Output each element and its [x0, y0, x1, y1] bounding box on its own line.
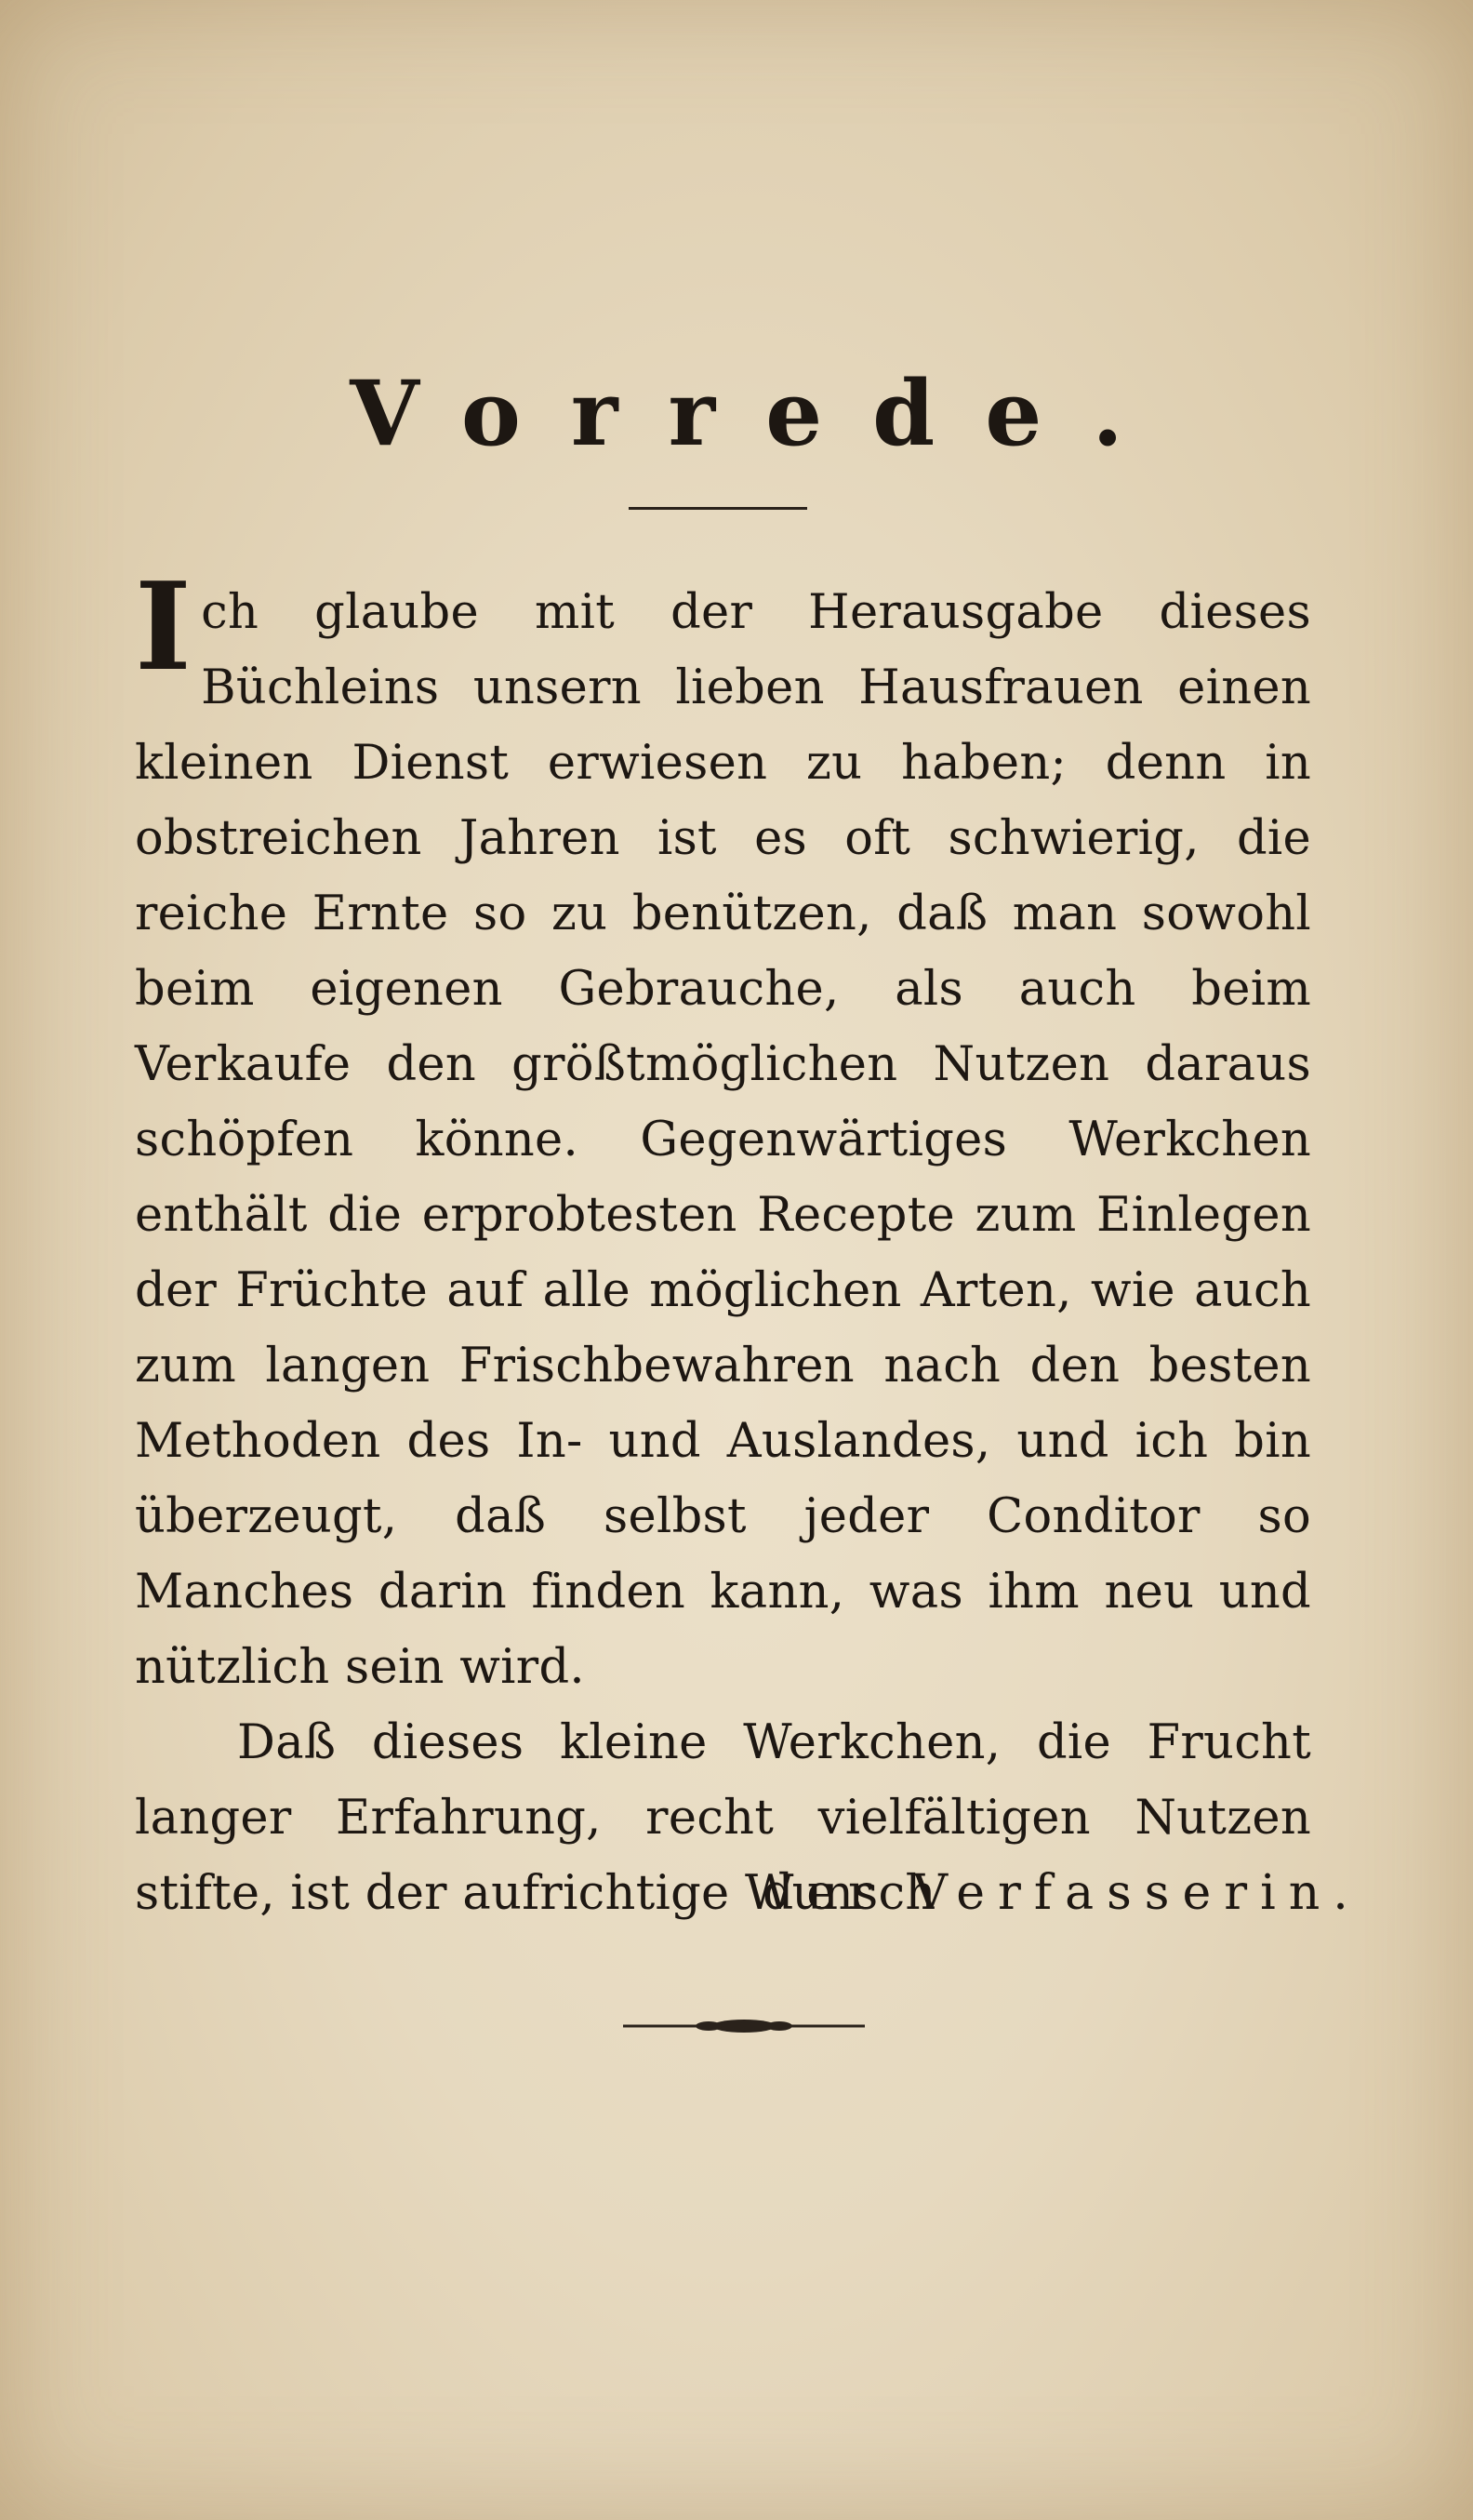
preface-paragraph-1: Ich glaube mit der Herausgabe dieses Büchleins unsern lieben Hausfrauen einen kleinen Dienst erwiesen zu haben; denn in obstreichen Jahren ist es oft schwierig, die reiche Ernte so zu benützen, daß man sowohl beim eigenen Gebrauche, als auch beim Verkaufe den größtmöglichen Nutzen daraus schöpfen könne. Gegenwärtiges Werkchen enthält die erprobtesten Recepte zum Einlegen der Früchte auf alle möglichen Arten, wie auch zum langen Frischbewahren nach den besten Methoden des In- und Auslandes, und ich bin überzeugt, daß selbst jeder Conditor so Manches darin finden kann, was ihm neu und nützlich sein wird. [135, 555, 1311, 1695]
end-ornament [623, 2009, 865, 2043]
preface-paragraph-2: Daß dieses kleine Werkchen, die Frucht langer Erfahrung, recht vielfältigen Nutzen stifte, ist der aufrichtige Wunsch [135, 1715, 1311, 1921]
title-divider [629, 507, 807, 510]
signature: der Verfasserin. [763, 1865, 1361, 1921]
preface-body [135, 555, 1311, 1931]
page-title: Vorrede. [350, 361, 1174, 466]
